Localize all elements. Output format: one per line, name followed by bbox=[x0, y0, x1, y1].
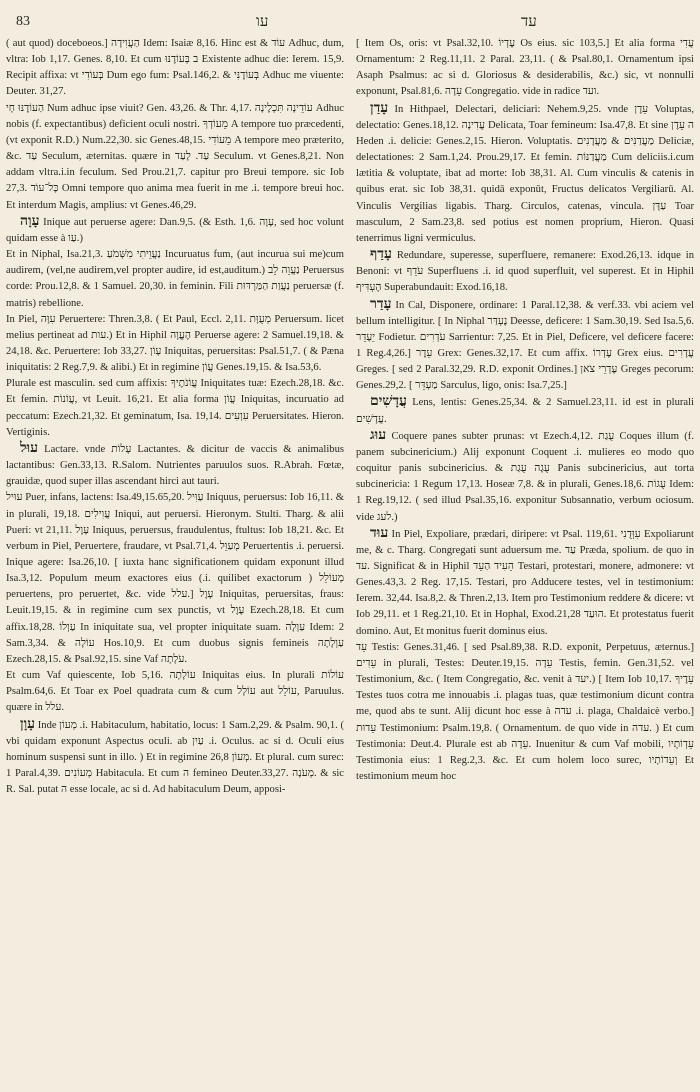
text-paragraph bbox=[6, 668, 344, 716]
entry-text: Et in Niphal, Isa.21,3. נַעֲוֵיתִי מִשְּׁמֹעַ Incuruatus fum, (aut incurua sui me)cum audirem, (vel,ne audirem,vel propter audire, id est,auditum.) נַעֲוֵה לֵב Peruersus corde: Prou.12,8. & 1 Samuel. 20,30. in feminin. Fili נַעֲוַת הַמַּרְדּוּת peruersæ (f. matris) rebellione. bbox=[6, 249, 344, 309]
text-paragraph bbox=[6, 376, 344, 441]
text-paragraph bbox=[6, 247, 344, 312]
page-number: 83 bbox=[16, 14, 30, 29]
text-columns bbox=[6, 36, 694, 1086]
entry-text: עֵד Testis: Genes.31,46. [ sed Psal.89,38. R.D. exponit, Perpetuus, æternus.] עֵדִים in plurali, Testes: Deuter.19,15. עֵדָה Testis, femin. Gen.31,52. vel Testimonium, &c. ( Item Congregatio, &c. venit à יעד.) [ Item Iob 10,17. עֵדֶיךָ Testes tuos cotra me innouabis .i. plagas tuas, quæ testimonium dicunt contra me, quod abs te sunt. Alij dicunt hoc esse à עדה .i. plaga, Chaldaicè verbo.] עֵדוּת Testimonium: Psalm.19,8. ( Ornamentum. de quo vide in עדה. ) Et cum Testimonia: Deut.4. Plurale est ab עֵדָה. Inuenitur & cum Vaf mobili, עֵדְוֹתָיו Testimonia eius: 1 Reg.2,3. &c. Et cum holem loco surec, וְעֵדוֹתָיו Et testimonium meum hoc bbox=[356, 641, 694, 783]
entry-text: In Piel, Expoliare, prædari, diripere: vt Psal. 119,61. עִוְּדֻנִי Expoliarunt me, & c. Tharg. Congregati sunt aduersum me. עַד Præda, spolium. de quo in עד. Significat & in Hiphil הֵעִיד הַעֵד Testari, protestari, monere, admonere: vt Genes.43,3. 2 Reg. 17,15. Testari, pro Adducere testes, vel in testimonium: Ierem. 32,44. Isa.8,2. & Thren.2,13. Item pro Testimonium reddere & dicere: vt Iob 29,11. et 1 Reg.21,10. Et in Hophal, Exod.21,28 הוּעַד. Et protestatus fuerit domino. Aut, Et monitus fuerit dominus eius. bbox=[356, 528, 694, 637]
entry-headword: עוּד bbox=[370, 525, 389, 541]
text-paragraph bbox=[6, 36, 344, 101]
entry-text: Lens, lentis: Genes.25,34. & 2 Samuel.23,11. id est in plurali עֲדָשִׁים. bbox=[356, 397, 694, 425]
dictionary-entry bbox=[356, 394, 694, 427]
dictionary-entry bbox=[356, 101, 694, 247]
entry-text: Lactare. vnde עָלוֹת Lactantes. & dicitur de vaccis & animalibus lactantibus: Gen.33,13. R.Salom. Nutrientes paruulos suos. R.Abrah. Fœtæ, grauidæ, quod super illas ascendant hirci aut tauri. bbox=[6, 443, 344, 488]
entry-headword: עָוָן bbox=[20, 716, 36, 732]
entry-text: ( aut quod) doceboeos.] הַעֲוִידָה Idem: Isaiæ 8,16. Hinc est & עוֹד Adhuc, dum, vltra: Iob 1,17. Genes. 8,10. Et cum ב בְּעוֹדֶנּוּ Existente adhuc die: Ierem. 15,9. Recipit affixa: vt בְּעוֹדִי Dum ego fum: Psal.146,2. & בְּעוֹדֶנִּי Adhuc me viuente: Deuter. 31,27. bbox=[6, 38, 344, 98]
entry-text: Inde מְעוֹן .i. Habitaculum, habitatio, locus: 1 Sam.2,29. & Psalm. 90,1. ( vbi quidam exponunt Aspectus oculi. ab עַיִן .i. Oculus. ac si d. Oculi eius hominum suspensi sunt in illo. ) Et in regimine מְעוֹן 26,8. Et plural. cum surec: 1 Paral.4,39. מְעוֹנִים Habitacula. Et cum ה femineo Deuter.33,27. מְעֹנָה. & sic R. Sal. putat ה esse locale, ac si d. Ad habitaculum Deum, apposi- bbox=[6, 719, 344, 796]
entry-text: Redundare, superesse, superfluere, remanere: Exod.26,13. idque in Benoni: vt עֹדֵף Superfluens .i. id quod superfluit, vel superest. Et in Hiphil הֶעְדִּיף Superabundauit: Exod.16,18. bbox=[356, 250, 694, 294]
entry-text: הַעוֹדֶנּוּ חָי Num adhuc ipse viuit? Gen. 43,26. & Thr. 4,17. עוֹדֵינָה תִּכְלֶינָה Adhuc nobis (f. expectantibus) deficient oculi nostri. מֵעוֹדְךָ A tempore tuo præcedenti, (vt exponit R.D.) Num.22,30. sic Genes.48,15. מֵעוֹדִי A tempore meo præterito, &c. עַד Seculum, æternitas. quære in עַד. לָעַד Seculum. vt Genes.8,21. Non addam vltra.i.in feculum. Sed Prou.21,7. capitur pro Breui tempore. sic Iob 27,3. כָּל־עוֹד Omni tempore quo anima mea fuerit in me .i. tempore breui hoc. Et interdum Magis, amplius: vt Genes.46,29. bbox=[6, 102, 344, 211]
entry-text: In Hithpael, Delectari, deliciari: Nehem.9,25. vnde עֵדֶן Voluptas, delectatio: Genes.18,12. עֲדִינָה Delicata, Toar femineum: Isa.47,8. Et sine ה עֵדֶן Heden .i. delicie: Genes.2,15. Hieron. Voluptatis. מַעֲדַנִּים & מַעֲדָנִים Deliciæ, delectationes: 2 Sam.1,24. Prou.29,17. Et femin. מַעֲדַנּוֹת Cum deliciis.i.cum lætitia & voluptate, ibat ad morte: Iob 38,31. Al. Cum vinculis & catenis in quibus erat. sic Iob 38,31. quidā exponūt, Fructus delicatos Vergiliarū. Al. Vinculis Vergilias ligabis. Tharg. Circulos, catenas, vincula. עַדָּן Toar masculum, 2 Sam.23,8. sed potius est nomen proprium, Hieron. Quasi tenerrimus ligni vermiculus. bbox=[356, 103, 694, 244]
entry-text: In Piel, עִוָּה Peruertere: Thren.3,8. ( Et Paul, Eccl. 2,11. מְעֻוָּת Peruersum. licet melius pertineat ad עות.) Et in Hiphil הֶעֱוָה Peruerse agere: 2 Samuel.19,18. & 24,18. &c. Peruertere: Iob 33,27. עָוֹן Iniquitas, peruersitas: Psal.51,7. ( & Pæna iniquitatis: 2 Reg.7,9. & alibi.) Et in regimine עֲוֹן Genes.19,15. & Isa.53,6. bbox=[6, 313, 344, 374]
running-head-left: עו bbox=[256, 14, 269, 30]
dictionary-entry bbox=[6, 717, 344, 799]
text-paragraph bbox=[356, 36, 694, 101]
dictionary-entry bbox=[6, 214, 344, 247]
entry-headword: עוּל bbox=[20, 440, 39, 456]
page-header bbox=[6, 6, 694, 36]
entry-headword: עָוָה bbox=[20, 213, 40, 229]
entry-text: In Cal, Disponere, ordinare: 1 Paral.12,38. & verf.33. vbi aciem vel bellum intelligitur. [ In Niphal נֶעְדַּר Deesse, deficere: 1 Sam.30,19. Sed Isa.5,6. יֵעָדֵר Fodietur. עֹדְרִים Sarrientur: 7,25. Et in Piel, Deficere, vel deficere facere: 1 Reg.4,26.] עֵדֶר Grex: Genes.32,17. Et cum affix. עֶדְרוֹ Grex eius. עֲדָרִים Greges. [ sed 2 Paral.32,29. R.D. exponit Ordines.] עֶדְרֵי צֹאן Greges pecorum: Genes.29,2. [ מַעְדֵּר Sarculus, ligo, onis: Isa.7,25.] bbox=[356, 299, 694, 392]
dictionary-entry bbox=[356, 526, 694, 640]
entry-text: Plurale est masculin. sed cum affixis: עֲוֹנֹתֶיךָ Iniquitates tuæ: Ezech.28,18. &c. Et femin. עֲוֹנוֹת, vt Leuit. 16,21. Et alia forma עֲוֹן Iniquitas, incuruatio ad peccatum: Ezech.21,32. Et geminatum, Isa. 19,14. עִוְעִים Peruersitates. Hieron. Vertiginis. bbox=[6, 378, 344, 438]
entry-text: Coquere panes subter prunas: vt Ezech.4,12. עֻגַת Coques illum (f. panem subcinericium.) Alij exponunt Coquent .i. mulieres eo modo quo coquitur panis subcinericius. & עֻגָה עֻגַת Panis subcinericius, aut torta subcinericia: 1 Regum 17,13. Hoseæ 7,8. & in plurali, Genes.18,6. עֻגוֹת Idem: 1 Reg.19,12. ( sed illud Psal.35,16. exponitur Subsannatio, verbum ociosum. vide לעג.) bbox=[356, 430, 694, 523]
right-column bbox=[356, 36, 694, 1086]
text-paragraph bbox=[6, 312, 344, 377]
text-paragraph bbox=[6, 101, 344, 214]
entry-headword: עָדַר bbox=[370, 296, 392, 312]
entry-text: Inique aut peruerse agere: Dan.9,5. (& Esth. 1,6. עָוָה, sed hoc volunt quidam esse à עַו.) bbox=[6, 216, 344, 244]
running-head-right: עד bbox=[521, 14, 537, 30]
text-paragraph bbox=[356, 640, 694, 785]
entry-text: Et cum Vaf quiescente, Iob 5,16. עוֹלָתָה Iniquitas eius. In plurali עוֹלוֹת Psalm.64,6. Et Toar ex Poel quadrata cum & cum עוֹלָל aut עוֹלֵל, Paruulus. quære in עלל. bbox=[6, 670, 344, 714]
entry-headword: עֲדָשִׁים bbox=[370, 394, 407, 410]
dictionary-entry bbox=[356, 247, 694, 296]
dictionary-entry bbox=[356, 297, 694, 395]
left-column bbox=[6, 36, 344, 1086]
dictionary-entry bbox=[6, 441, 344, 490]
dictionary-entry bbox=[356, 428, 694, 526]
entry-headword: עָדַן bbox=[370, 100, 389, 116]
entry-text: עוּיל Puer, infans, lactens: Isa.49,15.65,20. עַוִּיל Iniquus, peruersus: Iob 16,11. & in plurali, 19,18. עֲוִילִים Iniqui, aut peruersi. Hieronym. Stulti. Tharg. & alii Pueri: vt 21,11. עָוֶל Iniquus, peruersus, fraudulentus, ftultus: Iob 18,21. &c. Et verbum in Piel, Peruertere, fraudare, vt Psal.71,4. מְעַוֵּל Peruertentis .i. peruersi. Inique agere: Isa.26,10. [ iuxta hanc significationem quidam exponunt illud Isa.3,12. Populum meum exactores eius (.i. quilibet exactorum ) מְעוֹלֵל peruertens, pro peruertet, &c. vide עלל.] עָוֶל Iniquitas, peruersitas, fraus: Leuit.19,15. & in regimine cum sex punctis, vt עֶוֶל Ezech.28,18. Et cum affix.18,28. עַוְלוֹ In iniquitate sua, vel propter iniquitate suam. עַוְלָה Idem: 2 Sam.3,34. & עוֹלָה Hos.10,9. Et cum duobus signis femineis עַוְלָתָה Ezech.28,15. & Psal.92,15. sine Vaf עֹלָתָה. bbox=[6, 492, 344, 665]
text-paragraph bbox=[6, 490, 344, 668]
entry-text: [ Item Os, oris: vt Psal.32,10. עֶדְיוֹ Os eius. sic 103,5.] Et alia forma עֲדִי Ornamentum: 2 Reg.11,11. 2 Paral. 23,11. ( & Psal.80,1. Ornamentum ipsi Asaph Psalmus: ac si d. Gloriosus & desiderabilis, &c.) sic, vt nonnulli exponunt, Psal.81,6. עֵדָה Congregatio. vide in radice ועד. bbox=[356, 38, 694, 98]
entry-headword: עָדַף bbox=[370, 247, 392, 263]
entry-headword: עוּג bbox=[370, 427, 387, 443]
